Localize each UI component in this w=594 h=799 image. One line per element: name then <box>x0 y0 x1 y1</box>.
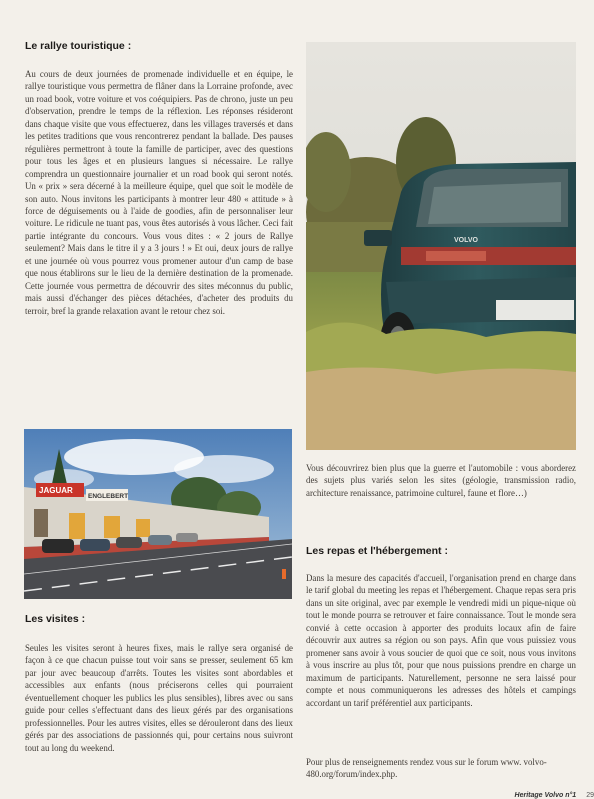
repas-text: Dans la mesure des capacités d'accueil, l'organisation prend en charge dans le tarif global du meeting les repas et l'hébergement. Chaque repas sera pris dans un site original, avec par exemple le vendredi midi un pique-nique où tout le monde pourra se retrouver et faire connaissance. Tout le monde sera convié à cette occasion à apporter des produits locaux afin de faire découvrir aux autres sa région ou son pays. Afin que vous puissiez vous promener sans avoir à vous soucier de quoi que ce soit, nous vous invitons à vous inscrire au plus tôt, pour que nous puissions prendre en charge un maximum de participants. Naturellement, personne ne sera laissé pour compte et nous communiquerons les adresses des hôtels et campings accordant un tarif préférentiel aux participants. <box>306 573 576 708</box>
visites-heading: Les visites : <box>25 613 86 625</box>
repas-contact-text: Pour plus de renseignements rendez vous sur le forum www. volvo-480.org/forum/index.php. <box>306 757 547 780</box>
rallye-text: Au cours de deux journées de promenade individuelle et en équipe, le rallye touristique vous permettra de flâner dans la Lorraine profonde, avec un road book, votre voiture et vos coéquipiers. Pas de chrono, juste un peu d'observation, prendre le temps de la réflexion. Les réponses résideront dans chaque visite que vous effectuerez, dans les villages traversés et dans les petites traditions que vous rencontrerez pendant la ballade. Des pauses régulières permettront à toute la famille de participer, avec des questions pour tous les âges et en plusieurs langues si nécessaire. Le rallye comprendra un questionnaire journalier et un road book qui seront notés. Un « prix » sera décerné à la meilleure équipe, quel que soit le modèle de son auto. Nous invitons les participants à montrer leur 480 « attitude » à force de déguisements ou à l'aide de goodies, afin de personnaliser leur voiture. Le ridicule ne tuant pas, vous êtes autorisés à vous lâcher. Ceci fait partie intégrante du concours. Vous vous dites : « 2 jours de Rallye seulement? Mais dans le titre il y a 3 jours ! » Et oui, deux jours de rallye et une journée où vous pourrez vous promener autour d'un camp de base que nous établirons sur le lieu de la dernière destination de la promenade. Cette journée vous permettra de découvrir des sites méconnus du public, mais aussi d'échanger des pièces détachées, d'acheter des produits du terroir, bref la grande relaxation avant le retour chez soi. <box>25 69 293 316</box>
volvo-car-photo <box>306 42 576 450</box>
jaguar-sign-text: JAGUAR <box>39 486 73 495</box>
repas-heading: Les repas et l'hébergement : <box>306 545 448 557</box>
garage-photo <box>24 429 292 599</box>
volvo-badge: VOLVO <box>454 237 478 244</box>
page-number: 29 <box>586 792 594 799</box>
rallye-heading: Le rallye touristique : <box>25 40 132 52</box>
garage-illustration <box>24 429 292 599</box>
magazine-name: Heritage Volvo n°1 <box>514 792 577 799</box>
visites-text: Seules les visites seront à heures fixes, mais le rallye sera organisé de façon à ce que chacun puisse tout voir sans se presser, seulement 65 km par jour avec beaucoup d'arrêts. Toutes les visites sont abordables et accessibles aux enfants (nous préciserons celles qui pourraient éventuellement choquer les publics les plus sensibles), libres avec ou sans guide pour celles s'effectuant dans des lieux gérés par des organisations professionnelles. Pour les autres visites, elles se dérouleront dans des lieux gérés par des associations de passionnés qui, pour certains nous suivront tout au long du weekend. <box>25 643 293 753</box>
volvo-car-illustration <box>306 42 576 450</box>
decouvrir-text: Vous découvrirez bien plus que la guerre et l'automobile : vous aborderez des sujets plus variés selon les sites (géologie, transmission radio, architecture renaissance, patrimoine culturel, faune et flore…) <box>306 463 576 498</box>
englebert-sign-text: ENGLEBERT <box>88 493 129 500</box>
page-footer <box>515 792 594 799</box>
